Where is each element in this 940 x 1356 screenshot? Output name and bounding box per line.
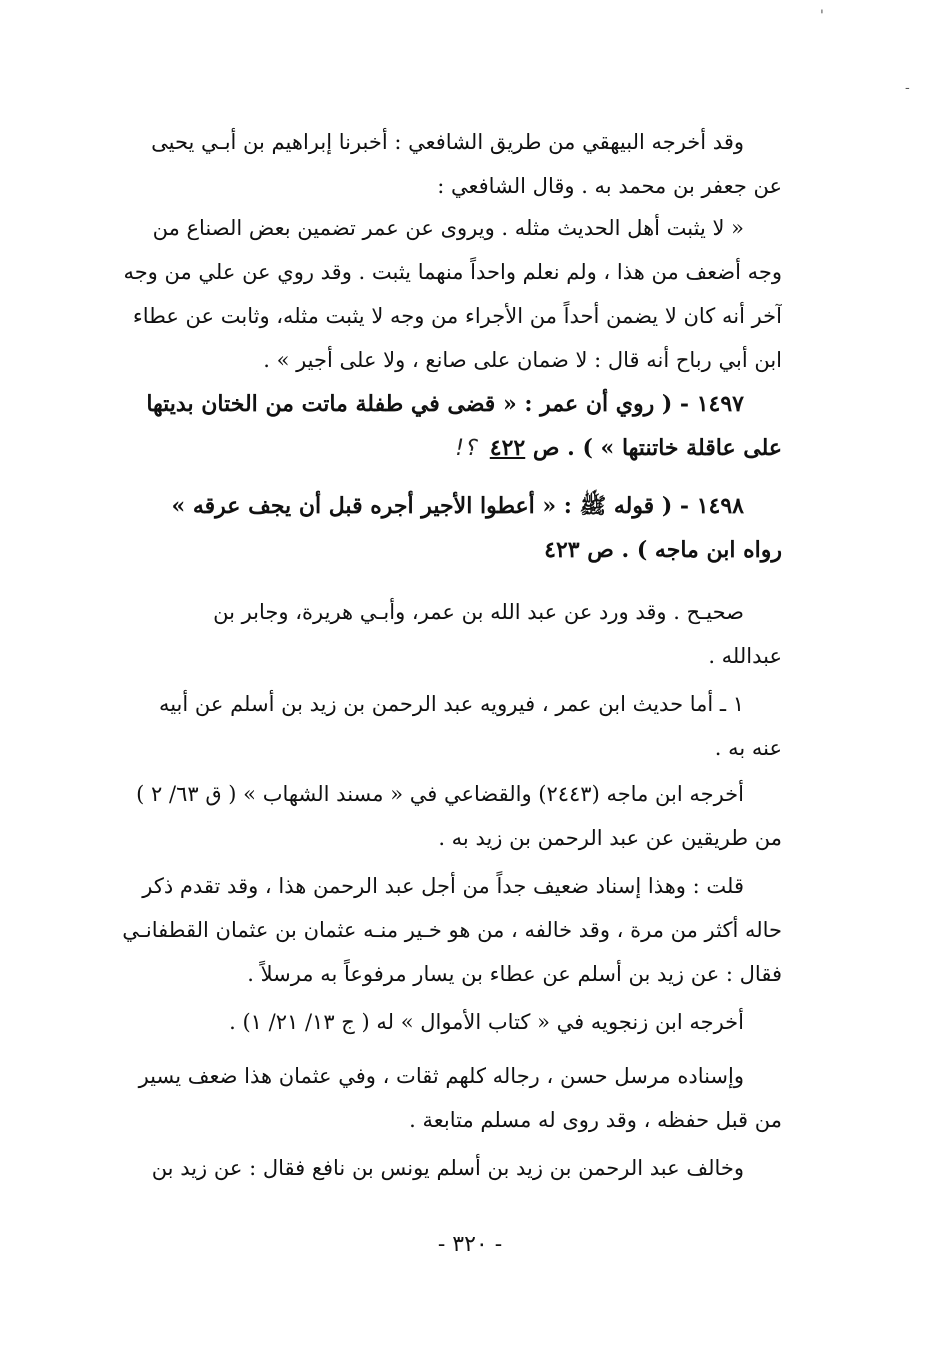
paragraph-grading [104,590,782,678]
hadith-1497 [104,382,782,470]
text-line: ١٤٩٧ - ( روي أن عمر : « قضى في طفلة ماتت من الختان بديتها [146,391,744,417]
text-line: وقد أخرجه البيهقي من طريق الشافعي : أخبرنا إبراهيم بن أبـي يحيى [151,130,744,154]
paragraph-takhrij [104,772,782,860]
text-line: صحيـح . وقد ورد عن عبد الله بن عمر، وأبـي هريرة، وجابر بن [213,600,744,624]
text-line: آخر أنه كان لا يضمن أحداً من الأجراء من وجه لا يثبت مثله، وثابت عن عطاء [132,304,782,328]
text-line: وإسناده مرسل حسن ، رجاله كلهم ثقات ، وفي عثمان هذا ضعف يسير [138,1064,744,1088]
text-line: قلت : وهذا إسناد ضعيف جداً من أجل عبد الرحمن هذا ، وقد تقدم ذكر [142,874,744,898]
text-line: ١ ـ أما حديث ابن عمر ، فيرويه عبد الرحمن بن زيد بن أسلم عن أبيه [158,692,744,716]
text-line: فقال : عن زيد بن أسلم عن عطاء بن يسار مرفوعاً به مرسلاً . [247,962,782,986]
text-line [104,426,782,470]
text-line: ١٤٩٨ - ( قوله ﷺ : « أعطوا الأجير أجره قبل أن يجف عرقه » [171,493,744,519]
text-line: من قبل حفظه ، وقد روى له مسلم متابعة . [409,1108,782,1132]
text-line: عبدالله . [708,644,782,668]
text-line: وجه أضعف من هذا ، ولم نعلم واحداً منهما يثبت . وقد روي عن علي من وجه [123,260,782,284]
paragraph-comment [104,864,782,996]
paragraph-ibn-umar [104,682,782,770]
text-line: ابن أبي رباح أنه قال : لا ضمان على صانع ، ولا على أجير » . [263,348,782,372]
text-line: من طريقين عن عبد الرحمن بن زيد به . [438,826,782,850]
paragraph-ibn-zanjawayh [104,1000,782,1044]
paragraph-yunus [104,1146,782,1190]
text-line: « لا يثبت أهل الحديث مثله . ويروى عن عمر تضمين بعض الصناع من [152,216,744,240]
text-line: أخرجه ابن زنجويه في « كتاب الأموال » له ( ج ١٣/ ٢١/ ١) . [229,1010,744,1034]
page-number: - ٣٢٠ - [437,1232,503,1257]
text-line: عن جعفر بن محمد به . وقال الشافعي : [437,174,782,198]
scan-mark: - [905,80,910,96]
text-line: وخالف عبد الرحمن بن زيد بن أسلم يونس بن نافع فقال : عن زيد بن [151,1156,744,1180]
paragraph-quote-shafii [104,206,782,382]
text-line: رواه ابن ماجه ) . ص ٤٢٣ [544,537,782,563]
page-reference: ٤٢٢ [489,435,526,461]
text-line: أخرجه ابن ماجه (٢٤٤٣) والقضاعي في « مسند الشهاب » ( ق ٦٣/ ٢ ) [136,782,744,806]
paragraph-isnad [104,1054,782,1142]
text-line: عنه به . [714,736,782,760]
handwritten-note: ؟! [455,436,476,461]
hadith-1498 [104,484,782,572]
text-segment: على عاقلة خاتنتها » ) . ص [532,435,782,461]
scan-mark: ' [820,8,824,24]
text-line: حاله أكثر من مرة ، وقد خالفه ، من هو خـير منـه عثمان بن عثمان القطفانـي [122,918,782,942]
paragraph-intro [104,120,782,208]
